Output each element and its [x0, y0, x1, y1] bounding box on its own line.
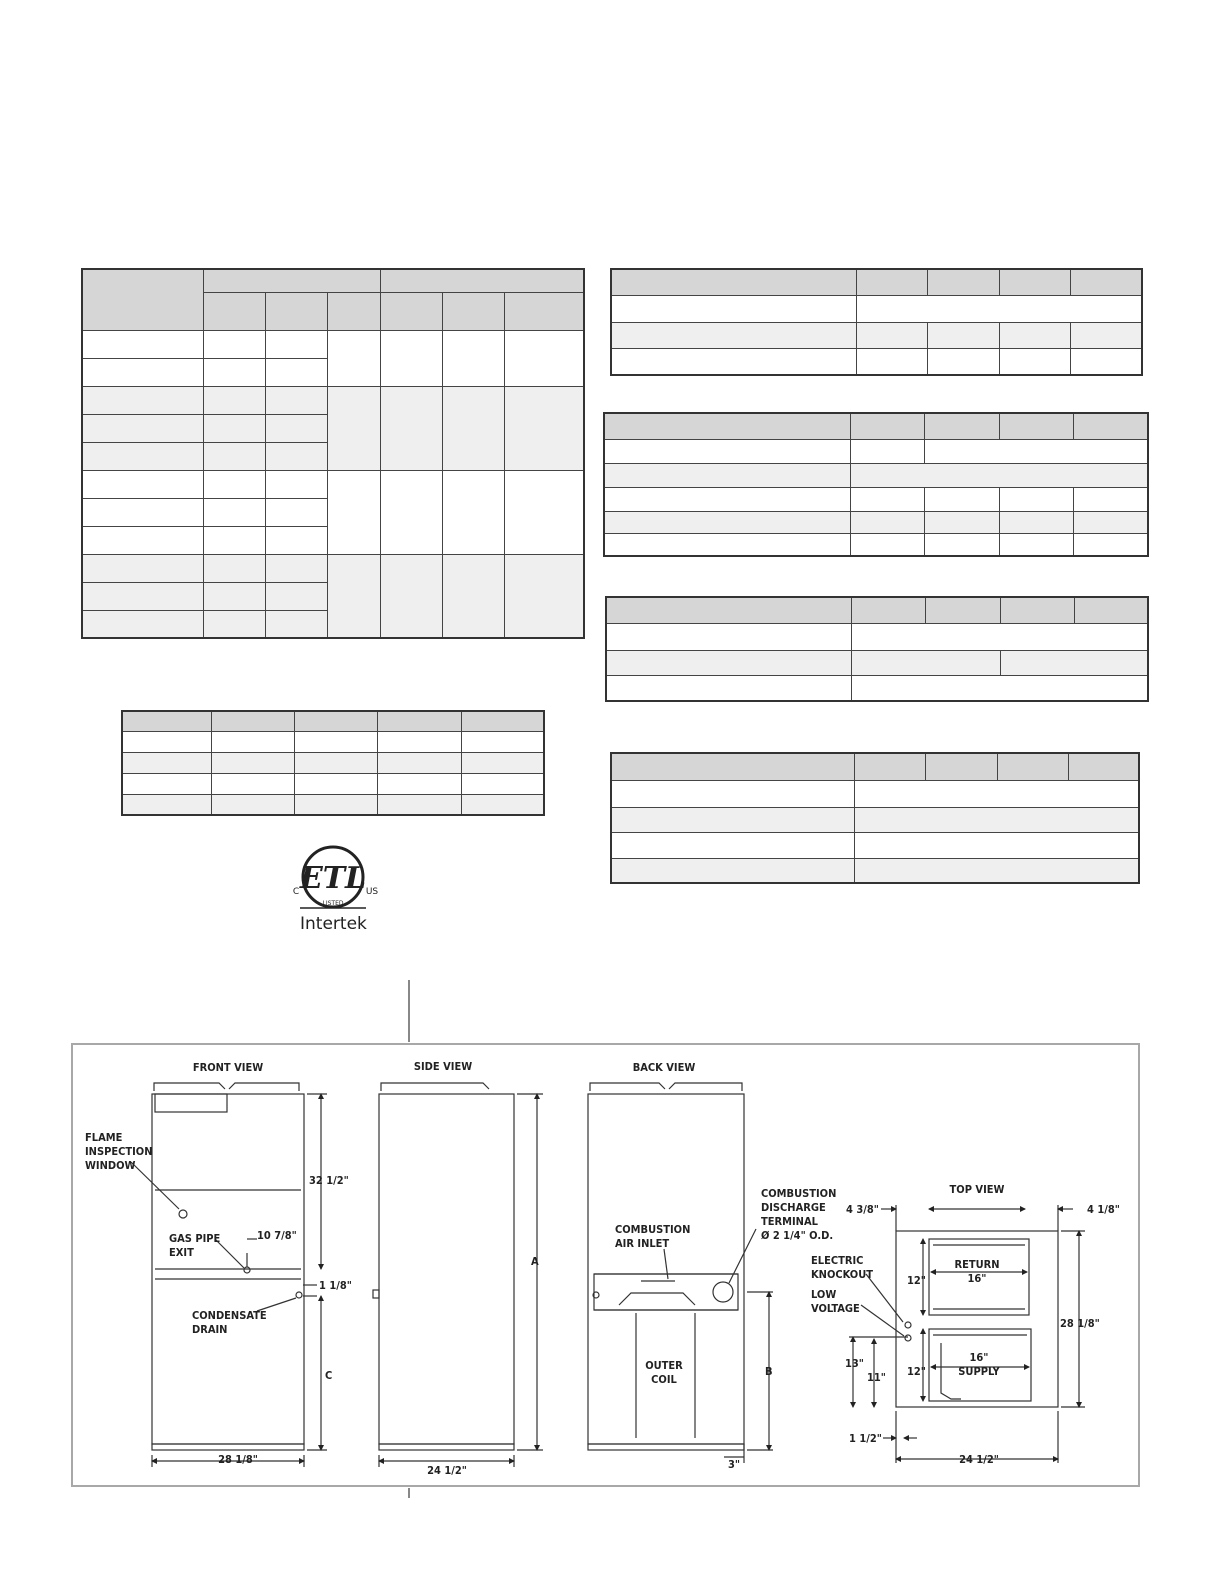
specs-table-right-1 [610, 268, 1143, 376]
table-header-cell [504, 292, 584, 330]
etl-c-text: C [292, 887, 300, 897]
table-row [82, 554, 584, 582]
table-row [122, 731, 544, 752]
low-voltage-label-line2: VOLTAGE [811, 1302, 860, 1315]
dim-4-3-8: 4 3/8" [846, 1203, 879, 1216]
gas-pipe-label-line1: GAS PIPE [169, 1232, 221, 1245]
table-header-cell [265, 292, 327, 330]
supply-label-line2: SUPPLY [958, 1365, 1000, 1378]
table-header-row [606, 597, 1148, 623]
table-row [82, 330, 584, 358]
table-row [611, 807, 1139, 832]
table-row [606, 623, 1148, 650]
low-voltage-label-line1: LOW [811, 1288, 837, 1301]
dim-b: B [765, 1365, 773, 1378]
top-view-drawing [849, 1205, 1085, 1463]
etl-mark-text: ETL [299, 861, 367, 896]
table-header-row [604, 413, 1148, 439]
dim-4-1-8: 4 1/8" [1087, 1203, 1120, 1216]
table-row [82, 386, 584, 414]
table-row [611, 295, 1142, 322]
table-row [122, 773, 544, 794]
return-label-line2: 16" [967, 1272, 987, 1285]
specs-table-main [81, 268, 585, 639]
specs-table-right-3 [605, 596, 1149, 702]
table-row [611, 322, 1142, 348]
table-header-cell [327, 292, 380, 330]
dimension-drawing [71, 1043, 1140, 1487]
intertek-company-name: Intertek [300, 914, 367, 934]
dim-side-width: 24 1/2" [427, 1464, 467, 1477]
table-header-row [611, 269, 1142, 295]
table-row [604, 533, 1148, 556]
supply-label-line1: 16" [969, 1351, 989, 1364]
back-view-drawing [588, 1083, 773, 1463]
dim-1-1-2: 1 1/2" [849, 1432, 882, 1445]
discharge-label-line2: DISCHARGE [761, 1201, 826, 1214]
front-view-drawing [131, 1083, 327, 1467]
flame-label-line3: WINDOW [85, 1159, 136, 1172]
table-row [122, 752, 544, 773]
table-row [604, 511, 1148, 533]
table-row [606, 675, 1148, 701]
dim-12-bottom: 12" [907, 1365, 926, 1378]
table-row [604, 487, 1148, 511]
side-view-title: SIDE VIEW [413, 1060, 473, 1073]
table-header-cell [380, 292, 442, 330]
table-row [611, 348, 1142, 375]
dim-10-7-8: 10 7/8" [257, 1229, 297, 1242]
return-label-line1: RETURN [954, 1258, 1000, 1271]
dim-12-top: 12" [907, 1274, 926, 1287]
front-view-title: FRONT VIEW [192, 1061, 264, 1074]
back-view-title: BACK VIEW [632, 1061, 696, 1074]
table-row [611, 780, 1139, 807]
specs-table-right-4 [610, 752, 1140, 884]
gas-pipe-label-line2: EXIT [169, 1246, 194, 1259]
etl-us-text: US [365, 887, 378, 897]
table-row [82, 470, 584, 498]
dim-11: 11" [867, 1371, 886, 1384]
table-header-row [122, 711, 544, 731]
dim-3: 3" [728, 1458, 741, 1471]
divider-line [408, 1488, 410, 1498]
table-header-row [611, 753, 1139, 780]
flame-label-line2: INSPECTION [85, 1145, 153, 1158]
table-header-cell [203, 292, 265, 330]
dim-32-half: 32 1/2" [309, 1174, 349, 1187]
table-header-cell [442, 292, 504, 330]
condensate-label-line2: DRAIN [192, 1323, 228, 1336]
specs-table-small [121, 710, 545, 816]
discharge-label-line1: COMBUSTION [761, 1187, 837, 1200]
dim-front-width: 28 1/8" [218, 1453, 258, 1466]
divider-line [408, 980, 410, 1042]
dim-13: 13" [845, 1357, 864, 1370]
air-inlet-label-line2: AIR INLET [615, 1237, 670, 1250]
table-row [604, 463, 1148, 487]
table-row [122, 794, 544, 815]
table-row [604, 439, 1148, 463]
dim-top-width: 24 1/2" [959, 1453, 999, 1466]
dim-c: C [325, 1369, 333, 1382]
discharge-label-line4: Ø 2 1/4" O.D. [761, 1229, 834, 1242]
table-header-cell [82, 269, 203, 330]
outer-coil-label-line1: OUTER [645, 1359, 683, 1372]
electric-label-line2: KNOCKOUT [811, 1268, 873, 1281]
dim-28-1-8-top: 28 1/8" [1060, 1317, 1100, 1330]
table-header-cell [203, 269, 380, 292]
top-view-title: TOP VIEW [949, 1183, 1005, 1196]
table-row [611, 858, 1139, 883]
table-header-cell [380, 269, 584, 292]
table-row [606, 650, 1148, 675]
flame-label-line1: FLAME [85, 1131, 123, 1144]
electric-label-line1: ELECTRIC [811, 1254, 864, 1267]
table-row [611, 832, 1139, 858]
outer-coil-label-line2: COIL [651, 1373, 677, 1386]
air-inlet-label-line1: COMBUSTION [615, 1223, 691, 1236]
specs-table-right-2 [603, 412, 1149, 557]
side-view-drawing [373, 1083, 543, 1467]
condensate-label-line1: CONDENSATE [192, 1309, 267, 1322]
etl-listed-text: LISTED [322, 900, 344, 907]
discharge-label-line3: TERMINAL [761, 1215, 818, 1228]
dim-a: A [531, 1255, 539, 1268]
dim-1-1-8: 1 1/8" [319, 1279, 352, 1292]
